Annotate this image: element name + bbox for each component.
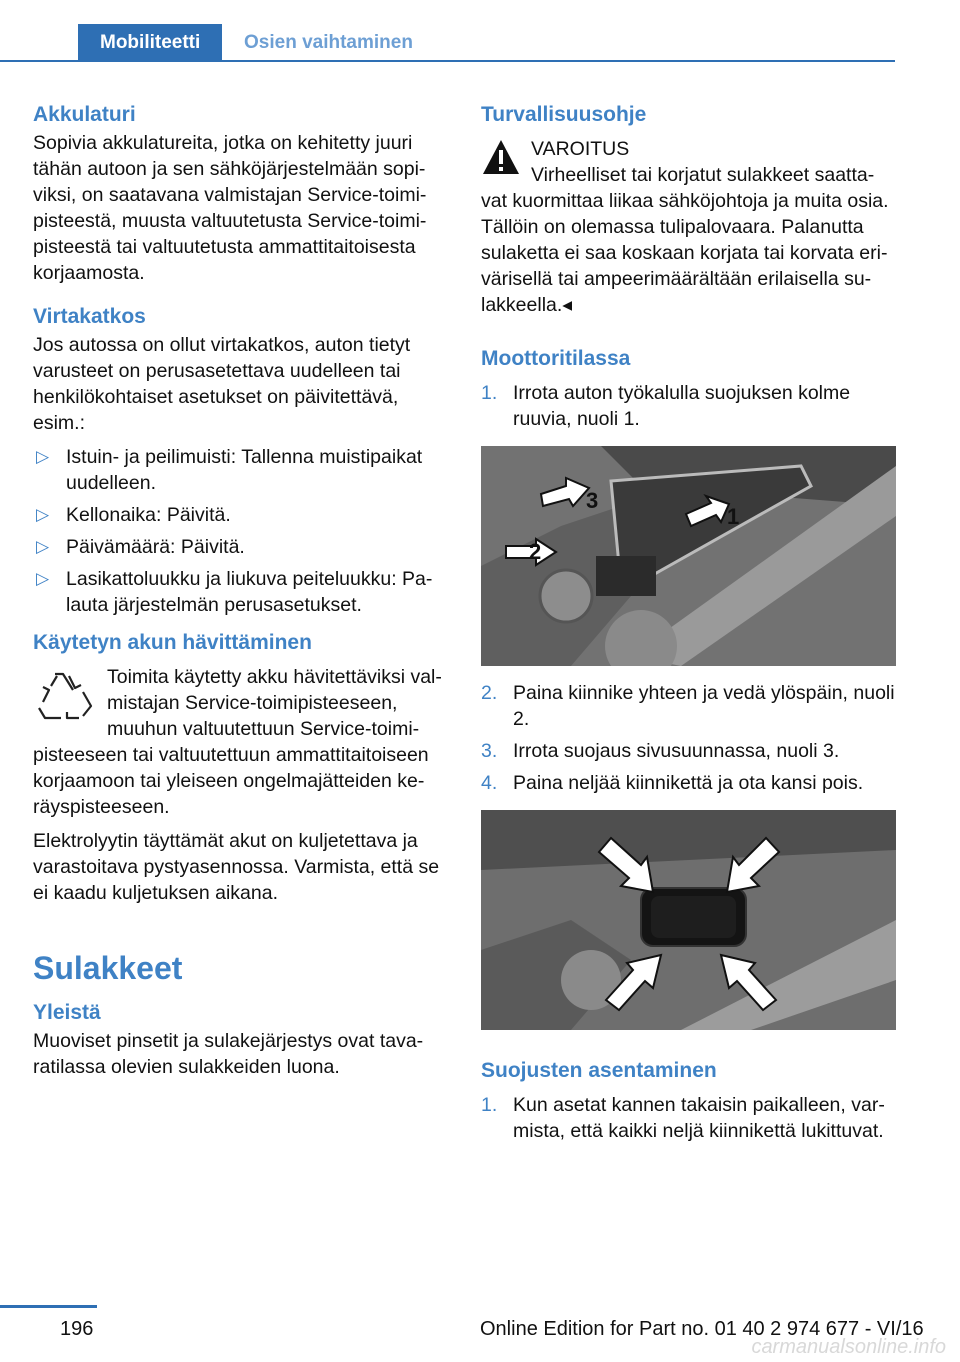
heading-akkulaturi: Akkulaturi — [33, 103, 136, 126]
callout-1: 1 — [727, 504, 740, 529]
heading-moottoritilassa: Moottoritilassa — [481, 347, 631, 370]
heading-yleista: Yleistä — [33, 1001, 101, 1024]
header-rule — [0, 60, 895, 62]
recycle-icon — [33, 668, 97, 724]
footer-rule — [0, 1305, 97, 1308]
triangle-bullet-icon: ▷ — [36, 447, 50, 466]
engine-bay-photo-2 — [481, 810, 896, 1030]
moottoritila-steps-a — [481, 380, 896, 432]
heading-virtakatkos: Virtakatkos — [33, 305, 146, 328]
asentaminen-steps — [481, 1092, 896, 1144]
havittaminen-text: Toimita käytetty akku hävitettäviksi val-mistajan Service-toimipisteeseen, muuhun valtuutettuun Service-toimi-pisteeseen tai valtuutettuun ammattitaitoiseen korjaamoon tai yleiseen ongelmajätteiden ke-räyspisteeseen. — [33, 666, 442, 818]
tab-osien-vaihtaminen[interactable]: Osien vaihtaminen — [244, 32, 413, 53]
havittaminen-text2: Elektrolyytin täyttämät akut on kuljetettava ja varastoitava pystyasennossa. Varmista, että se ei kaadu kuljetuksen aikana. — [33, 830, 440, 904]
engine-bay-photo-1 — [481, 446, 896, 666]
virtakatkos-list — [33, 444, 448, 618]
warning-paragraph — [481, 136, 896, 318]
yleista-text: Muoviset pinsetit ja sulakejärjestys ovat tava-ratilassa olevien sulakkeiden luona. — [33, 1030, 424, 1078]
triangle-bullet-icon: ▷ — [36, 537, 50, 556]
callout-3: 3 — [586, 488, 599, 513]
triangle-bullet-icon: ▷ — [36, 569, 50, 588]
heading-turvallisuusohje: Turvallisuusohje — [481, 103, 647, 126]
list-item: ▷ Kellonaika: Päivitä. — [36, 504, 231, 526]
watermark: carmanualsonline.info — [751, 1336, 946, 1358]
title-sulakkeet: Sulakkeet — [33, 950, 183, 986]
page-number: 196 — [60, 1318, 94, 1340]
list-item: 3. Irrota suojaus sivusuunnassa, nuoli 3. — [481, 740, 840, 762]
virtakatkos-text: Jos autossa on ollut virtakatkos, auton tietyt varusteet on perusasetettava uudelleen tai henkilökohtaiset asetukset on päivitettävä, esim.: — [33, 334, 411, 434]
end-mark-icon: ◂ — [562, 294, 573, 316]
edition-text: Online Edition for Part no. 01 40 2 974 677 - VI/16 — [480, 1318, 924, 1340]
list-item: ▷ Lasikattoluukku ja liukuva peiteluukku: Pa-lauta järjestelmän perusasetukset. — [36, 568, 433, 616]
tab-mobiliteetti[interactable]: Mobiliteetti — [78, 24, 222, 62]
warning-text: Virheelliset tai korjatut sulakkeet saatta-vat kuormittaa liikaa sähköjohtoja ja muita osia. Tällöin on olemassa tulipalovaara. Palanutta sulaketta ei saa koskaan korjata tai korvata eri-värisellä tai ampeerimäärältään erilaisella su-lakkeella.◂ — [481, 164, 889, 316]
triangle-bullet-icon: ▷ — [36, 505, 50, 524]
engine-cover-illustration — [481, 446, 896, 666]
callout-2: 2 — [529, 539, 542, 564]
list-item: 1. Kun asetat kannen takaisin paikalleen, var-mista, että kaikki neljä kiinnikettä lukittuvat. — [481, 1094, 885, 1142]
list-item: 2. Paina kiinnike yhteen ja vedä ylöspäin, nuoli 2. — [481, 682, 895, 730]
right-column — [481, 100, 896, 1150]
left-column — [33, 100, 448, 1080]
warning-triangle-icon — [481, 138, 521, 176]
header-tabs — [0, 24, 895, 62]
fuse-box-illustration — [481, 810, 896, 1030]
heading-havittaminen: Käytetyn akun hävittäminen — [33, 631, 312, 654]
heading-suojusten-asentaminen: Suojusten asentaminen — [481, 1059, 717, 1082]
warning-label: VAROITUS — [531, 138, 630, 160]
list-item: 4. Paina neljää kiinnikettä ja ota kansi pois. — [481, 772, 864, 794]
moottoritila-steps-b — [481, 680, 896, 796]
list-item: ▷ Päivämäärä: Päivitä. — [36, 536, 245, 558]
list-item: ▷ Istuin- ja peilimuisti: Tallenna muistipaikat uudelleen. — [36, 446, 423, 494]
akkulaturi-text: Sopivia akkulatureita, jotka on kehitetty juuri tähän autoon ja sen sähköjärjestelmään sopi-viksi, on saatavana valmistajan Service-toimi-pisteestä, muusta valtuutetusta Service-toimi-pisteestä tai valtuutetusta ammattitaitoisesta korjaamosta. — [33, 132, 427, 284]
list-item: 1. Irrota auton työkalulla suojuksen kolme ruuvia, nuoli 1. — [481, 382, 851, 430]
recycle-paragraph — [33, 664, 448, 820]
